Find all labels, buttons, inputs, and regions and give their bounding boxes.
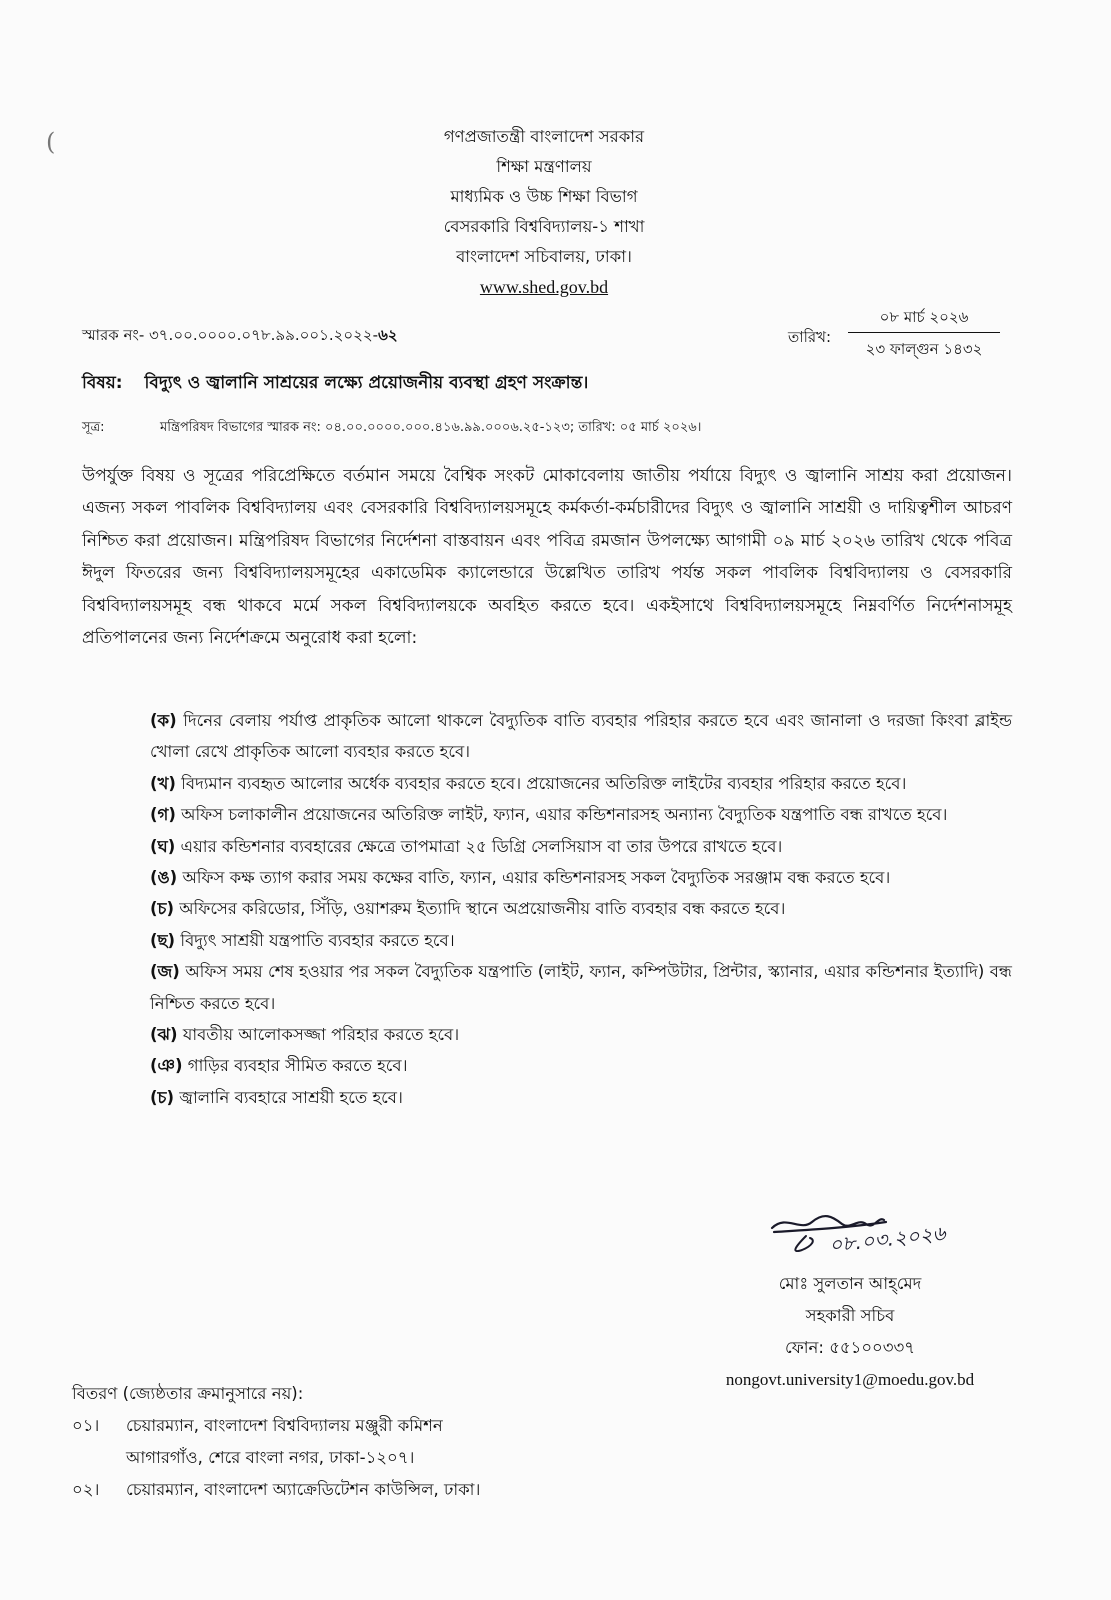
header-division: মাধ্যমিক ও উচ্চ শিক্ষা বিভাগ <box>450 187 638 206</box>
item-key: (ঝ) <box>150 1025 178 1045</box>
item-key: (জ) <box>150 962 180 982</box>
signatory-phone: ফোন: ৫৫১০০৩৩৭ <box>785 1338 915 1357</box>
distribution-title: বিতরণ (জ্যেষ্ঠতার ক্রমানুসারে নয়): <box>72 1384 304 1403</box>
item-text: বিদ্যমান ব্যবহৃত আলোর অর্ধেক ব্যবহার করতে হবে। প্রয়োজনের অতিরিক্ত লাইটের ব্যবহার পরিহার করতে হবে। <box>181 773 907 793</box>
distribution-item <box>72 1410 480 1474</box>
signatory-name: মোঃ সুলতান আহ্‌মেদ <box>778 1274 922 1293</box>
header-government: গণপ্রজাতন্ত্রী বাংলাদেশ সরকার <box>443 127 645 146</box>
memo-number <box>82 324 398 349</box>
item-text: গাড়ির ব্যবহার সীমিত করতে হবে। <box>187 1056 408 1076</box>
item-text: অফিস কক্ষ ত্যাগ করার সময় কক্ষের বাতি, ফ্যান, এয়ার কন্ডিশনারসহ সকল বৈদ্যুতিক সরঞ্জাম বন্ধ করতে হবে। <box>182 868 891 888</box>
distribution-list <box>72 1378 480 1506</box>
item-key: (ক) <box>150 711 177 730</box>
distribution-recipient <box>126 1410 443 1474</box>
directive-item <box>150 831 1012 862</box>
item-text: এয়ার কন্ডিশনার ব্যবহারের ক্ষেত্রে তাপমাত্রা ২৫ ডিগ্রি সেলসিয়াস বা তার উপরে রাখতে হবে। <box>180 836 783 856</box>
recipient-line: চেয়ারম্যান, বাংলাদেশ বিশ্ববিদ্যালয় মঞ্জুরী কমিশন <box>126 1416 443 1435</box>
date-bangla: ২৩ ফাল্গুন ১৪৩২ <box>865 340 983 358</box>
item-text: অফিস সময় শেষ হওয়ার পর সকল বৈদ্যুতিক যন্ত্রপাতি (লাইট, ফ্যান, কম্পিউটার, প্রিন্টার, স্ক্যানার, এয়ার কন্ডিশনার ইত্যাদি) বন্ধ নিশ্চিত করতে হবে। <box>150 962 1012 1013</box>
subject-text: বিদ্যুৎ ও জ্বালানি সাশ্রয়ের লক্ষ্যে প্রয়োজনীয় ব্যবস্থা গ্রহণ সংক্রান্ত। <box>144 373 589 393</box>
item-key: (চ) <box>150 1087 174 1107</box>
handwritten-signature <box>766 1206 996 1266</box>
item-text: যাবতীয় আলোকসজ্জা পরিহার করতে হবে। <box>182 1025 460 1045</box>
subject-line <box>82 370 588 398</box>
body-paragraph: উপর্যুক্ত বিষয় ও সূত্রের পরিপ্রেক্ষিতে বর্তমান সময়ে বৈশ্বিক সংকট মোকাবেলায় জাতীয় পর্যায়ে বিদ্যুৎ ও জ্বালানি সাশ্রয় করা প্রয়োজন। এজন্য সকল পাবলিক বিশ্ববিদ্যালয় এবং বেসরকারি বিশ্ববিদ্যালয়সমূহে কর্মকর্তা-কর্মচারীদের বিদ্যুৎ ও জ্বালানি সাশ্রয়ী ও দায়িত্বশীল আচরণ নিশ্চিত করা প্রয়োজন। মন্ত্রিপরিষদ বিভাগের নির্দেশনা বাস্তবায়ন এবং পবিত্র রমজান উপলক্ষ্যে আগামী ০৯ মার্চ ২০২৬ তারিখ থেকে পবিত্র ঈদুল ফিতরের জন্য বিশ্ববিদ্যালয়সমূহের একাডেমিক ক্যালেন্ডারে উল্লেখিত তারিখ পর্যন্ত সকল পাবলিক বিশ্ববিদ্যালয় ও বেসরকারি বিশ্ববিদ্যালয়সমূহ বন্ধ থাকবে মর্মে সকল বিশ্ববিদ্যালয়কে অবহিত করতে হবে। একইসাথে বিশ্ববিদ্যালয়সমূহে নিম্নবর্ণিত নির্দেশনাসমূহ প্রতিপালনের জন্য নির্দেশক্রমে অনুরোধ করা হলো: <box>82 466 1012 649</box>
subject-label: বিষয়: <box>82 373 123 393</box>
source-label: সূত্র: <box>82 420 105 435</box>
item-text: অফিস চলাকালীন প্রয়োজনের অতিরিক্ত লাইট, ফ্যান, এয়ার কন্ডিশনারসহ অন্যান্য বৈদ্যুতিক যন্ত্রপাতি বন্ধ রাখতে হবে। <box>181 805 948 825</box>
distribution-item <box>72 1474 480 1506</box>
directive-item <box>150 893 1012 924</box>
signature-flourish <box>795 1236 812 1251</box>
date-block <box>788 306 1008 366</box>
directive-item <box>150 925 1012 956</box>
margin-bracket-mark: ( <box>46 128 56 156</box>
item-text: বিদ্যুৎ সাশ্রয়ী যন্ত্রপাতি ব্যবহার করতে হবে। <box>180 930 455 950</box>
item-key: (ছ) <box>150 930 176 950</box>
item-key: (চ) <box>150 899 174 919</box>
directive-item <box>150 768 1012 799</box>
signature-date: ০৮.০৩.২০২৬ <box>828 1220 947 1257</box>
directive-item <box>150 1019 1012 1050</box>
signatory-designation: সহকারী সচিব <box>805 1306 895 1325</box>
signatory-block <box>690 1268 1010 1396</box>
distribution-number: ০২। <box>72 1480 100 1499</box>
directive-item <box>150 956 1012 1019</box>
directive-item <box>150 799 1012 830</box>
directive-item <box>150 1050 1012 1081</box>
item-text: দিনের বেলায় পর্যাপ্ত প্রাকৃতিক আলো থাকলে বৈদ্যুতিক বাতি ব্যবহার পরিহার করতে হবে এবং জানালা ও দরজা কিংবা ব্লাইন্ড খোলা রেখে প্রাকৃতিক আলো ব্যবহার করতে হবে। <box>150 711 1012 762</box>
source-reference <box>82 418 701 439</box>
directive-item <box>150 1082 1012 1113</box>
letterhead <box>300 122 788 302</box>
item-key: (গ) <box>150 805 176 825</box>
item-key: (ঙ) <box>150 868 178 888</box>
date-label: তারিখ: <box>788 328 832 346</box>
directive-item <box>150 705 1012 768</box>
item-key: (খ) <box>150 773 176 793</box>
distribution-number: ০১। <box>72 1416 100 1435</box>
header-branch: বেসরকারি বিশ্ববিদ্যালয়-১ শাখা <box>443 217 645 236</box>
item-key: (ঘ) <box>150 836 176 856</box>
memo-prefix: স্মারক নং- ৩৭.০০.০০০০.০৭৮.৯৯.০০১.২০২২- <box>82 326 379 344</box>
memo-suffix: ৬২ <box>378 326 398 344</box>
date-divider <box>848 332 1000 333</box>
header-address: বাংলাদেশ সচিবালয়, ঢাকা। <box>456 247 632 266</box>
header-website-link[interactable]: www.shed.gov.bd <box>479 277 609 297</box>
distribution-recipient: চেয়ারম্যান, বাংলাদেশ অ্যাক্রেডিটেশন কাউন্সিল, ঢাকা। <box>126 1480 481 1499</box>
recipient-address: আগারগাঁও, শেরে বাংলা নগর, ঢাকা-১২০৭। <box>126 1448 415 1467</box>
date-gregorian: ০৮ মার্চ ২০২৬ <box>879 308 969 326</box>
directive-list <box>150 705 1012 1113</box>
item-text: অফিসের করিডোর, সিঁড়ি, ওয়াশরুম ইত্যাদি স্থানে অপ্রয়োজনীয় বাতি ব্যবহার বন্ধ করতে হবে। <box>179 899 786 919</box>
source-text: মন্ত্রিপরিষদ বিভাগের স্মারক নং: ০৪.০০.০০০০.০০০.৪১৬.৯৯.০০০৬.২৫-১২৩; তারিখ: ০৫ মার্চ ২০২৬। <box>160 420 702 435</box>
item-text: জ্বালানি ব্যবহারে সাশ্রয়ী হতে হবে। <box>179 1087 403 1107</box>
item-key: (ঞ) <box>150 1056 183 1076</box>
header-ministry: শিক্ষা মন্ত্রণালয় <box>496 157 592 176</box>
directive-item <box>150 862 1012 893</box>
signatory-email[interactable]: nongovt.university1@moedu.gov.bd <box>725 1370 975 1389</box>
